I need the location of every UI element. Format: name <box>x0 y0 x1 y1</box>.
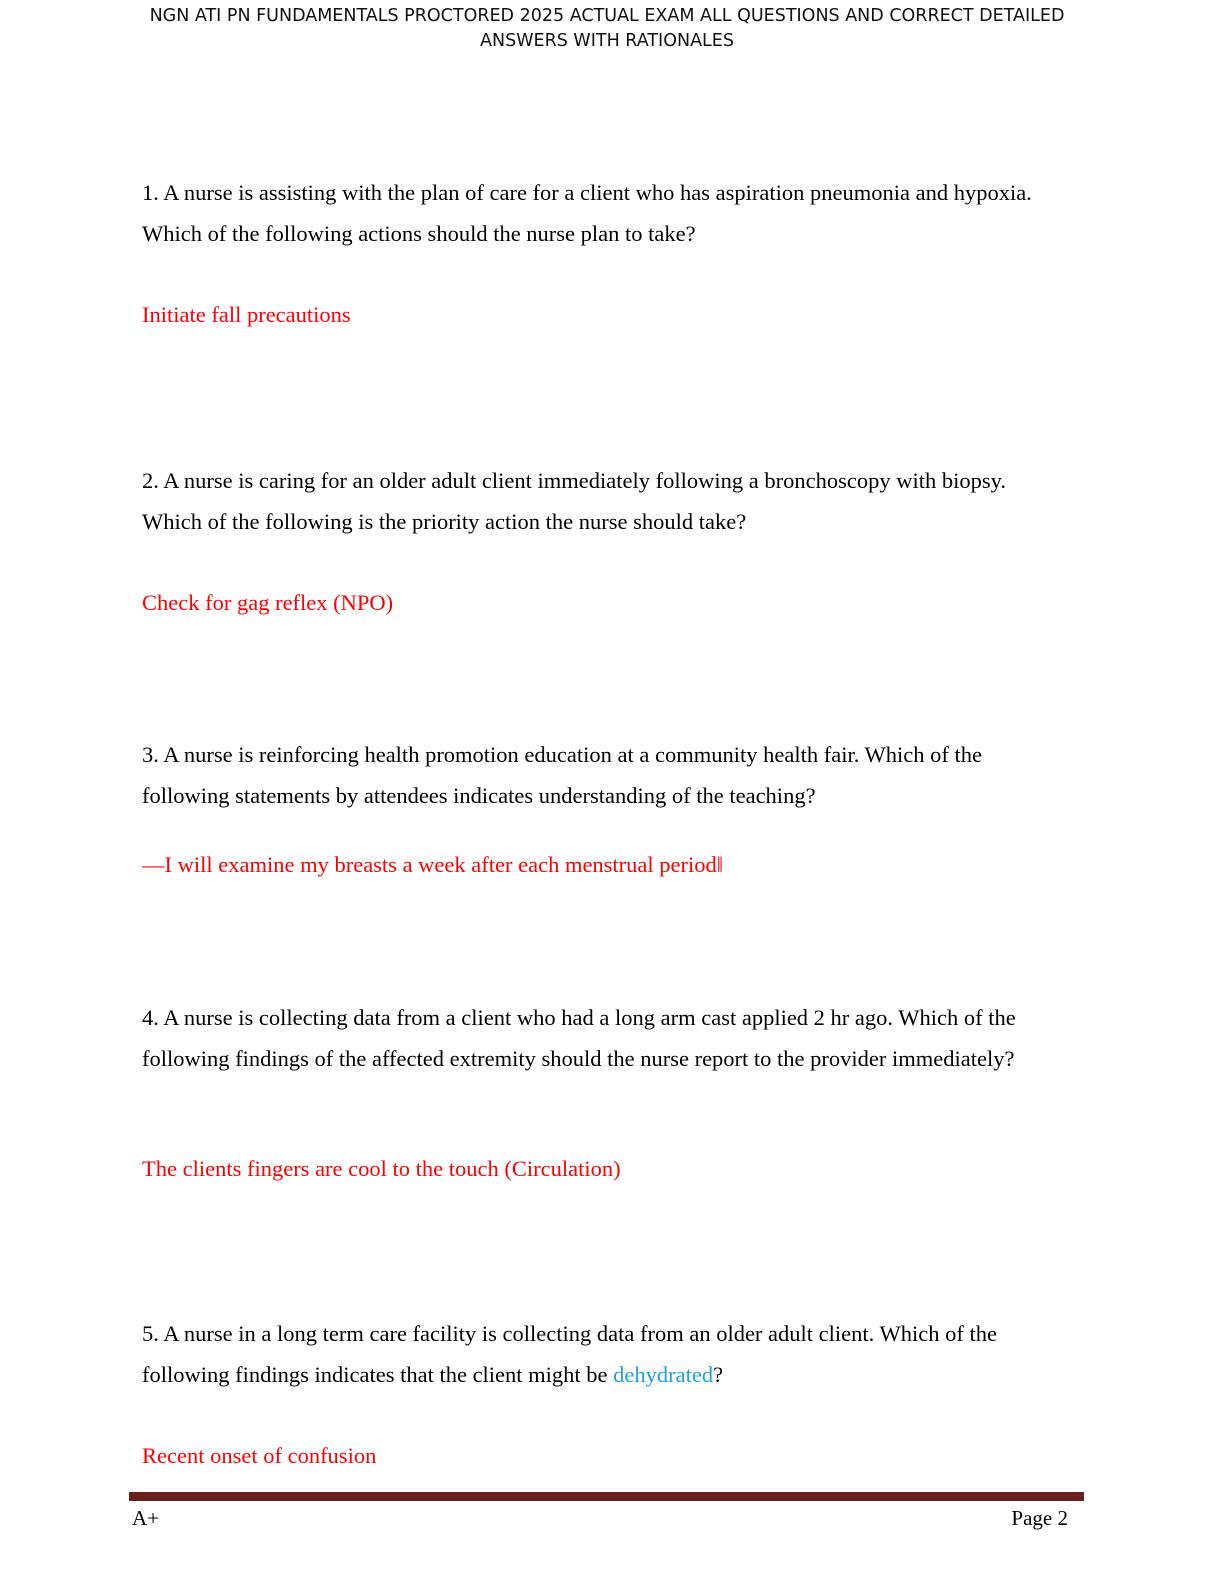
question-4: 4. A nurse is collecting data from a client who had a long arm cast applied 2 hr ago. Which of the following findings of the affected extremity should the nurse report to the provider immediately? <box>142 1005 1016 1071</box>
footer-divider <box>129 1492 1084 1501</box>
question-5-text: 5. A nurse in a long term care facility is collecting data from an older adult client. Which of the following findings indicates that the client might be <box>142 1321 997 1387</box>
answer-2: Check for gag reflex (NPO) <box>142 590 394 615</box>
answer-4: The clients fingers are cool to the touch (Circulation) <box>142 1156 621 1181</box>
dehydrated-link[interactable]: dehydrated <box>613 1362 714 1387</box>
question-3: 3. A nurse is reinforcing health promotion education at a community health fair. Which of the following statements by attendees indicates understanding of the teaching? <box>142 742 982 808</box>
header-line-1: NGN ATI PN FUNDAMENTALS PROCTORED 2025 ACTUAL EXAM ALL QUESTIONS AND CORRECT DETAILED <box>149 6 1065 26</box>
question-1: 1. A nurse is assisting with the plan of care for a client who has aspiration pneumonia and hypoxia. Which of the following actions should the nurse plan to take? <box>142 180 1032 246</box>
answer-3: —I will examine my breasts a week after each menstrual period‖ <box>142 852 724 877</box>
question-5 <box>142 1313 1062 1395</box>
question-2: 2. A nurse is caring for an older adult client immediately following a bronchoscopy with biopsy. Which of the following is the priority action the nurse should take? <box>142 468 1006 534</box>
page-header <box>0 4 1214 54</box>
question-5-end: ? <box>713 1362 724 1387</box>
footer-grade: A+ <box>132 1506 160 1530</box>
answer-5: Recent onset of confusion <box>142 1443 377 1468</box>
header-line-2: ANSWERS WITH RATIONALES <box>480 31 734 51</box>
page-number: Page 2 <box>1011 1506 1068 1530</box>
answer-1: Initiate fall precautions <box>142 302 351 327</box>
